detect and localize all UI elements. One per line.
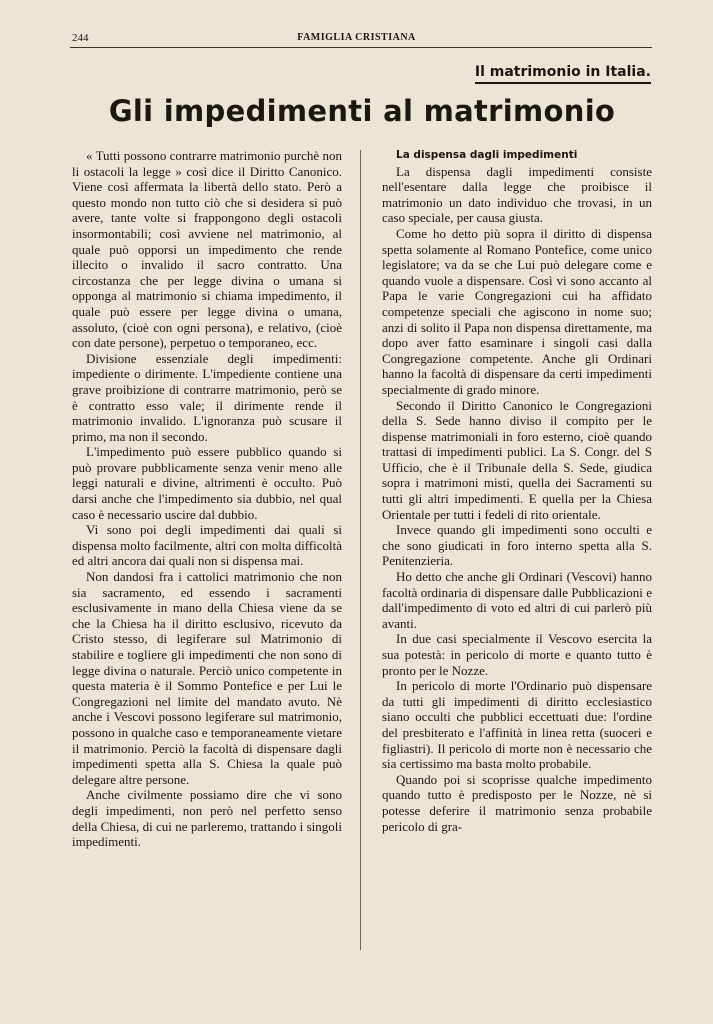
paragraph: Divisione essenziale degli impedimenti: impediente o dirimente. L'impediente contiene una grave proibizione di contrarre matrimonio, però se è contratto esso vale; il dirimente rende il matrimonio invalido. L'ignoranza può scusare il primo, ma non il secondo. — [72, 350, 342, 444]
paragraph: In due casi specialmente il Vescovo esercita la sua potestà: in pericolo di morte e quanto tutto è pronto per le Nozze. — [382, 631, 652, 678]
article-title: Gli impedimenti al matrimonio — [108, 94, 616, 128]
subheading: La dispensa dagli impedimenti — [396, 149, 578, 161]
paragraph: Secondo il Diritto Canonico le Congregazioni della S. Sede hanno diviso il compito per le dispense matrimoniali in foro esterno, cioè quando trattasi di impedimenti publici. La S. Congr. del S Ufficio, che è il Tribunale della S. Sede, giudica sopra i matrimoni misti, quella dei Sacramenti su tutti gli altri impedimenti. E quella per la Chiesa Orientale per tutti i fedeli di rito orientale. — [382, 397, 652, 522]
paragraph: Non dandosi fra i cattolici matrimonio che non sia sacramento, ed essendo i sacramenti esclusivamente in mano della Chiesa viene da se che la Chiesa ha il diritto esclusivo, ricevuto da Cristo stesso, di legiferare sul Matrimonio di stabilire e togliere gli impedimenti che non sono di legge divina o naturale. Perciò unico competente in questa materia è il Sommo Pontefice e per Lui le Congregazioni nel limite del mandato avuto. Nè anche i Vescovi possono legiferare sul matrimonio, possono in qualche caso e temporaneamente vietare il matrimonio. Perciò la facoltà di dispensare dagli impedimenti spetta alla S. Chiesa la quale può delegare altre persone. — [72, 569, 342, 787]
paragraph: In pericolo di morte l'Ordinario può dispensare da tutti gli impedimenti di diritto ecclesiastico siano occulti che pubblici eccettuati due: l'ordine del presbiterato e l'affinità in linea retta (suoceri e figliastri). Il pericolo di morte non è necessario che sia certissimo ma basta molto probabile. — [382, 678, 652, 772]
paragraph: Ho detto che anche gli Ordinari (Vescovi) hanno facoltà ordinaria di dispensare dalle Pubblicazioni e dall'impedimento di voto ed altri di cui parlerò più avanti. — [382, 569, 652, 631]
paragraph: Come ho detto più sopra il diritto di dispensa spetta solamente al Romano Pontefice, come unico legislatore; va da se che Lui può delegare come e quando vuole a dispensare. Così vi sono accanto al Papa le varie Congregazioni cui ha affidato competenze speciali che agiscono in nome suo; anzi di solito il Papa non dispensa direttamente, ma dopo aver fatto esaminare i singoli casi dalla Congregazione competente. Anche gli Ordinari hanno la facoltà di dispensare da certi impedimenti specialmente di grado minore. — [382, 225, 652, 397]
left-column — [72, 148, 342, 850]
right-column — [382, 148, 652, 834]
column-divider — [360, 150, 361, 950]
paragraph: L'impedimento può essere pubblico quando si può provare pubblicamente senza venir meno alle leggi naturali e divine, altrimenti è occulto. Può darsi anche che l'impedimento sia dubbio, nel qual caso è necessario uscire dal dubbio. — [72, 444, 342, 522]
page-number: 244 — [72, 32, 89, 44]
section-label: Il matrimonio in Italia. — [475, 64, 651, 84]
paragraph: Invece quando gli impedimenti sono occulti e che sono giudicati in foro interno spetta alla S. Penitenzieria. — [382, 522, 652, 569]
paragraph: « Tutti possono contrarre matrimonio purchè non li ostacoli la legge » così dice il Diritto Canonico. Viene così affermata la libertà dello stato. Però a questo mondo non tutto ciò che si desidera si può avere, tante volte si frappongono degli ostacoli insormontabili; così avviene nel matrimonio, al quale può opporsi un impedimento che rende illecito o invalido il sacro contratto. Una circostanza che per legge divina o umana si opponga al matrimonio si chiama impedimento, il quale può essere per legge divina o umana, assoluto, (cioè con ogni persona), e relativo, (cioè con date persone), perpetuo o temporaneo, ecc. — [72, 148, 342, 351]
header-rule — [70, 47, 652, 48]
paragraph: Quando poi si scoprisse qualche impedimento quando tutto è predisposto per le Nozze, nè si potesse deferire il matrimonio senza probabile pericolo di gra- — [382, 771, 652, 834]
paragraph: La dispensa dagli impedimenti consiste nell'esentare dalla legge che proibisce il matrimonio un dato individuo che trovasi, in un caso speciale, per causa giusta. — [382, 163, 652, 226]
paragraph: Vi sono poi degli impedimenti dai quali si dispensa molto facilmente, altri con molta difficoltà ed altri ancora dai quali non si dispensa mai. — [72, 522, 342, 569]
publication-title: FAMIGLIA CRISTIANA — [297, 32, 416, 43]
paragraph: Anche civilmente possiamo dire che vi sono degli impedimenti, non però nel perfetto senso della Chiesa, di cui ne parleremo, trattando i singoli impedimenti. — [72, 787, 342, 850]
